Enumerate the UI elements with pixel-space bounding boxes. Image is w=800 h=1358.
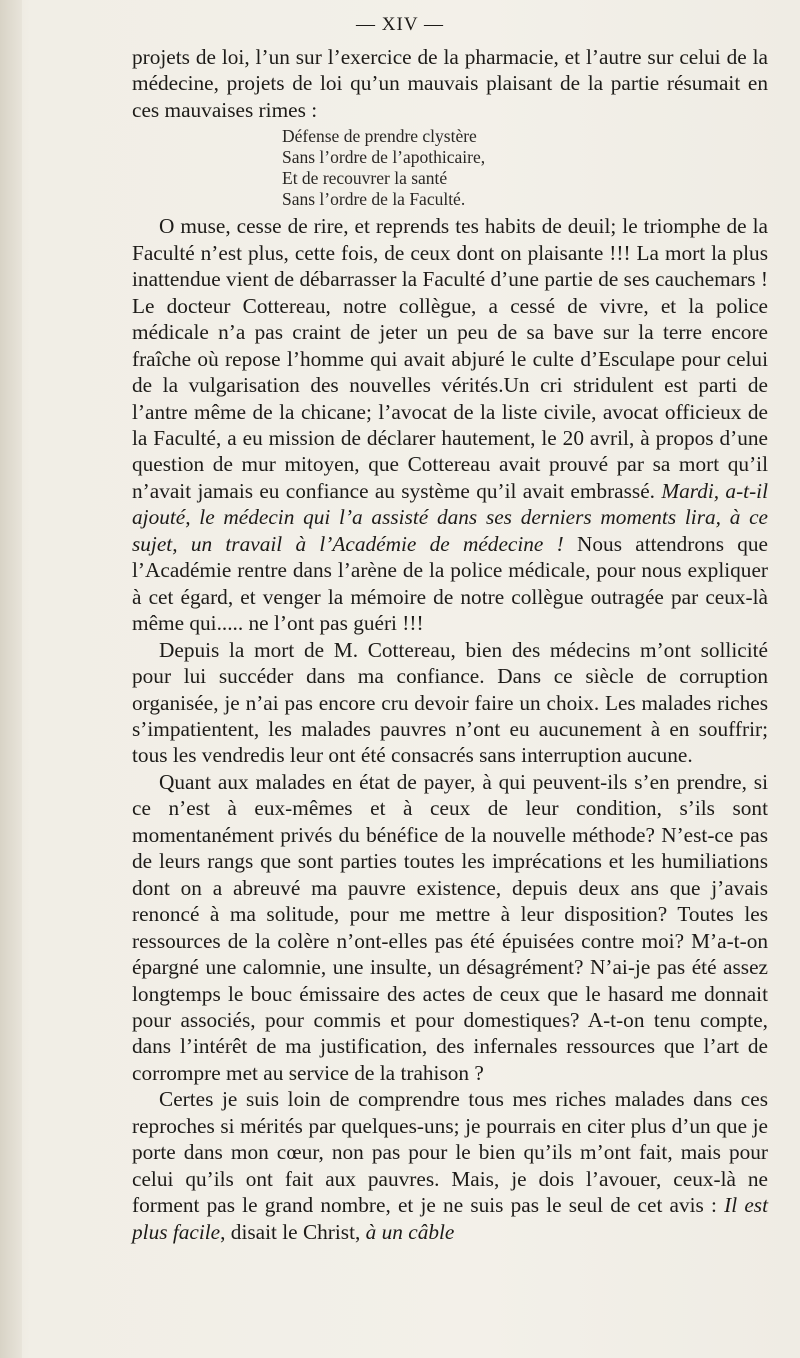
paragraph-2-quote: Mardi, a-t-il ajouté, le médecin qui l’a assisté dans ses derniers moments lira, à ce sujet, un travail à l’Académie de médecine ! [132,478,769,556]
verse-line: Et de recouvrer la santé [282,168,448,189]
page-gutter [0,0,22,1358]
verse-line: Sans l’ordre de l’apothicaire, [282,147,486,168]
paragraph-5 [132,1086,768,1245]
verse-quotation [282,126,768,210]
verse-line: Sans l’ordre de la Faculté. [282,189,466,210]
paragraph-2-text: O muse, cesse de rire, et reprends tes habits de deuil; le triomphe de la Faculté n’est plus, cette fois, de ceux dont on plaisante !!! La mort la plus inattendue vient de débarrasser la Faculté d’une partie de ses cauchemars ! Le docteur Cottereau, notre collègue, a cessé de vivre, et la police médicale n’a pas craint de jeter un peu de sa bave sur la terre encore fraîche où repose l’homme qui avait abjuré le culte d’Esculape pour celui de la vulgarisation des nouvelles vérités.Un cri stridulent est parti de l’antre même de la chicane; l’avocat de la liste civile, avocat officieux de la Faculté, a eu mission de déclarer hautement, le 20 avril, à propos d’une question de mur mitoyen, que Cottereau avait prouvé par sa mort qu’il n’avait jamais eu confiance au système qu’il avait embrassé. [132,214,768,503]
paragraph-3: Depuis la mort de M. Cottereau, bien des médecins m’ont sollicité pour lui succéder dans ma confiance. Dans ce siècle de corruption organisée, je n’ai pas encore cru devoir faire un choix. Les malades riches s’impatientent, les malades pauvres n’ont eu aucunement à en souffrir; tous les vendredis leur ont été consacrés sans interruption aucune. [132,637,768,768]
paragraph-5-attribution: , disait le Christ, [220,1219,361,1244]
paragraph-1: projets de loi, l’un sur l’exercice de la pharmacie, et l’autre sur celui de la médecine, projets de loi qu’un mauvais plaisant de la partie résumait en ces mauvaises rimes : [132,45,768,122]
body-text [132,44,768,1245]
paragraph-2-end: Nous attendrons que l’Académie rentre dans l’arène de la police médicale, pour nous expliquer à cet égard, et venger la mémoire de notre collègue outragée par ceux-là même qui..... ne l’ont pas guéri !!! [132,531,769,636]
paragraph-5-quote: Il est plus facile [132,1193,768,1244]
paragraph-5-quote-end: à un câble [365,1219,455,1244]
paragraph-5-text: Certes je suis loin de comprendre tous mes riches malades dans ces reproches si mérités par quelques-uns; je pourrais en citer plus d’un que je porte dans mon cœur, non pas pour le bien qu’ils m’ont fait, mais pour celui qu’ils ont fait aux pauvres. Mais, je dois l’avouer, ceux-là ne forment pas le grand nombre, et je ne suis pas le seul de cet avis : [132,1087,768,1218]
verse-line: Défense de prendre clystère [282,126,477,147]
paragraph-2 [132,213,768,636]
paragraph-4: Quant aux malades en état de payer, à qui peuvent-ils s’en prendre, si ce n’est à eux-mêmes et à ceux de leur condition, s’ils sont momentanément privés du bénéfice de la nouvelle méthode? N’est-ce pas de leurs rangs que sont parties toutes les imprécations et les humiliations dont on a abreuvé ma pauvre existence, depuis deux ans que j’avais renoncé à ma solitude, pour me mettre à leur disposition? Toutes les ressources de la colère n’ont-elles pas été épuisées contre moi? M’a-t-on épargné une calomnie, une insulte, un désagrément? N’ai-je pas été assez longtemps le bouc émissaire des actes de ceux que le hasard me donnait pour associés, pour commis et pour domestiques? A-t-on tenu compte, dans l’intérêt de ma justification, des infernales ressources que l’art de corrompre met au service de la trahison ? [132,769,768,1085]
page-number: — XIV — [356,14,444,35]
